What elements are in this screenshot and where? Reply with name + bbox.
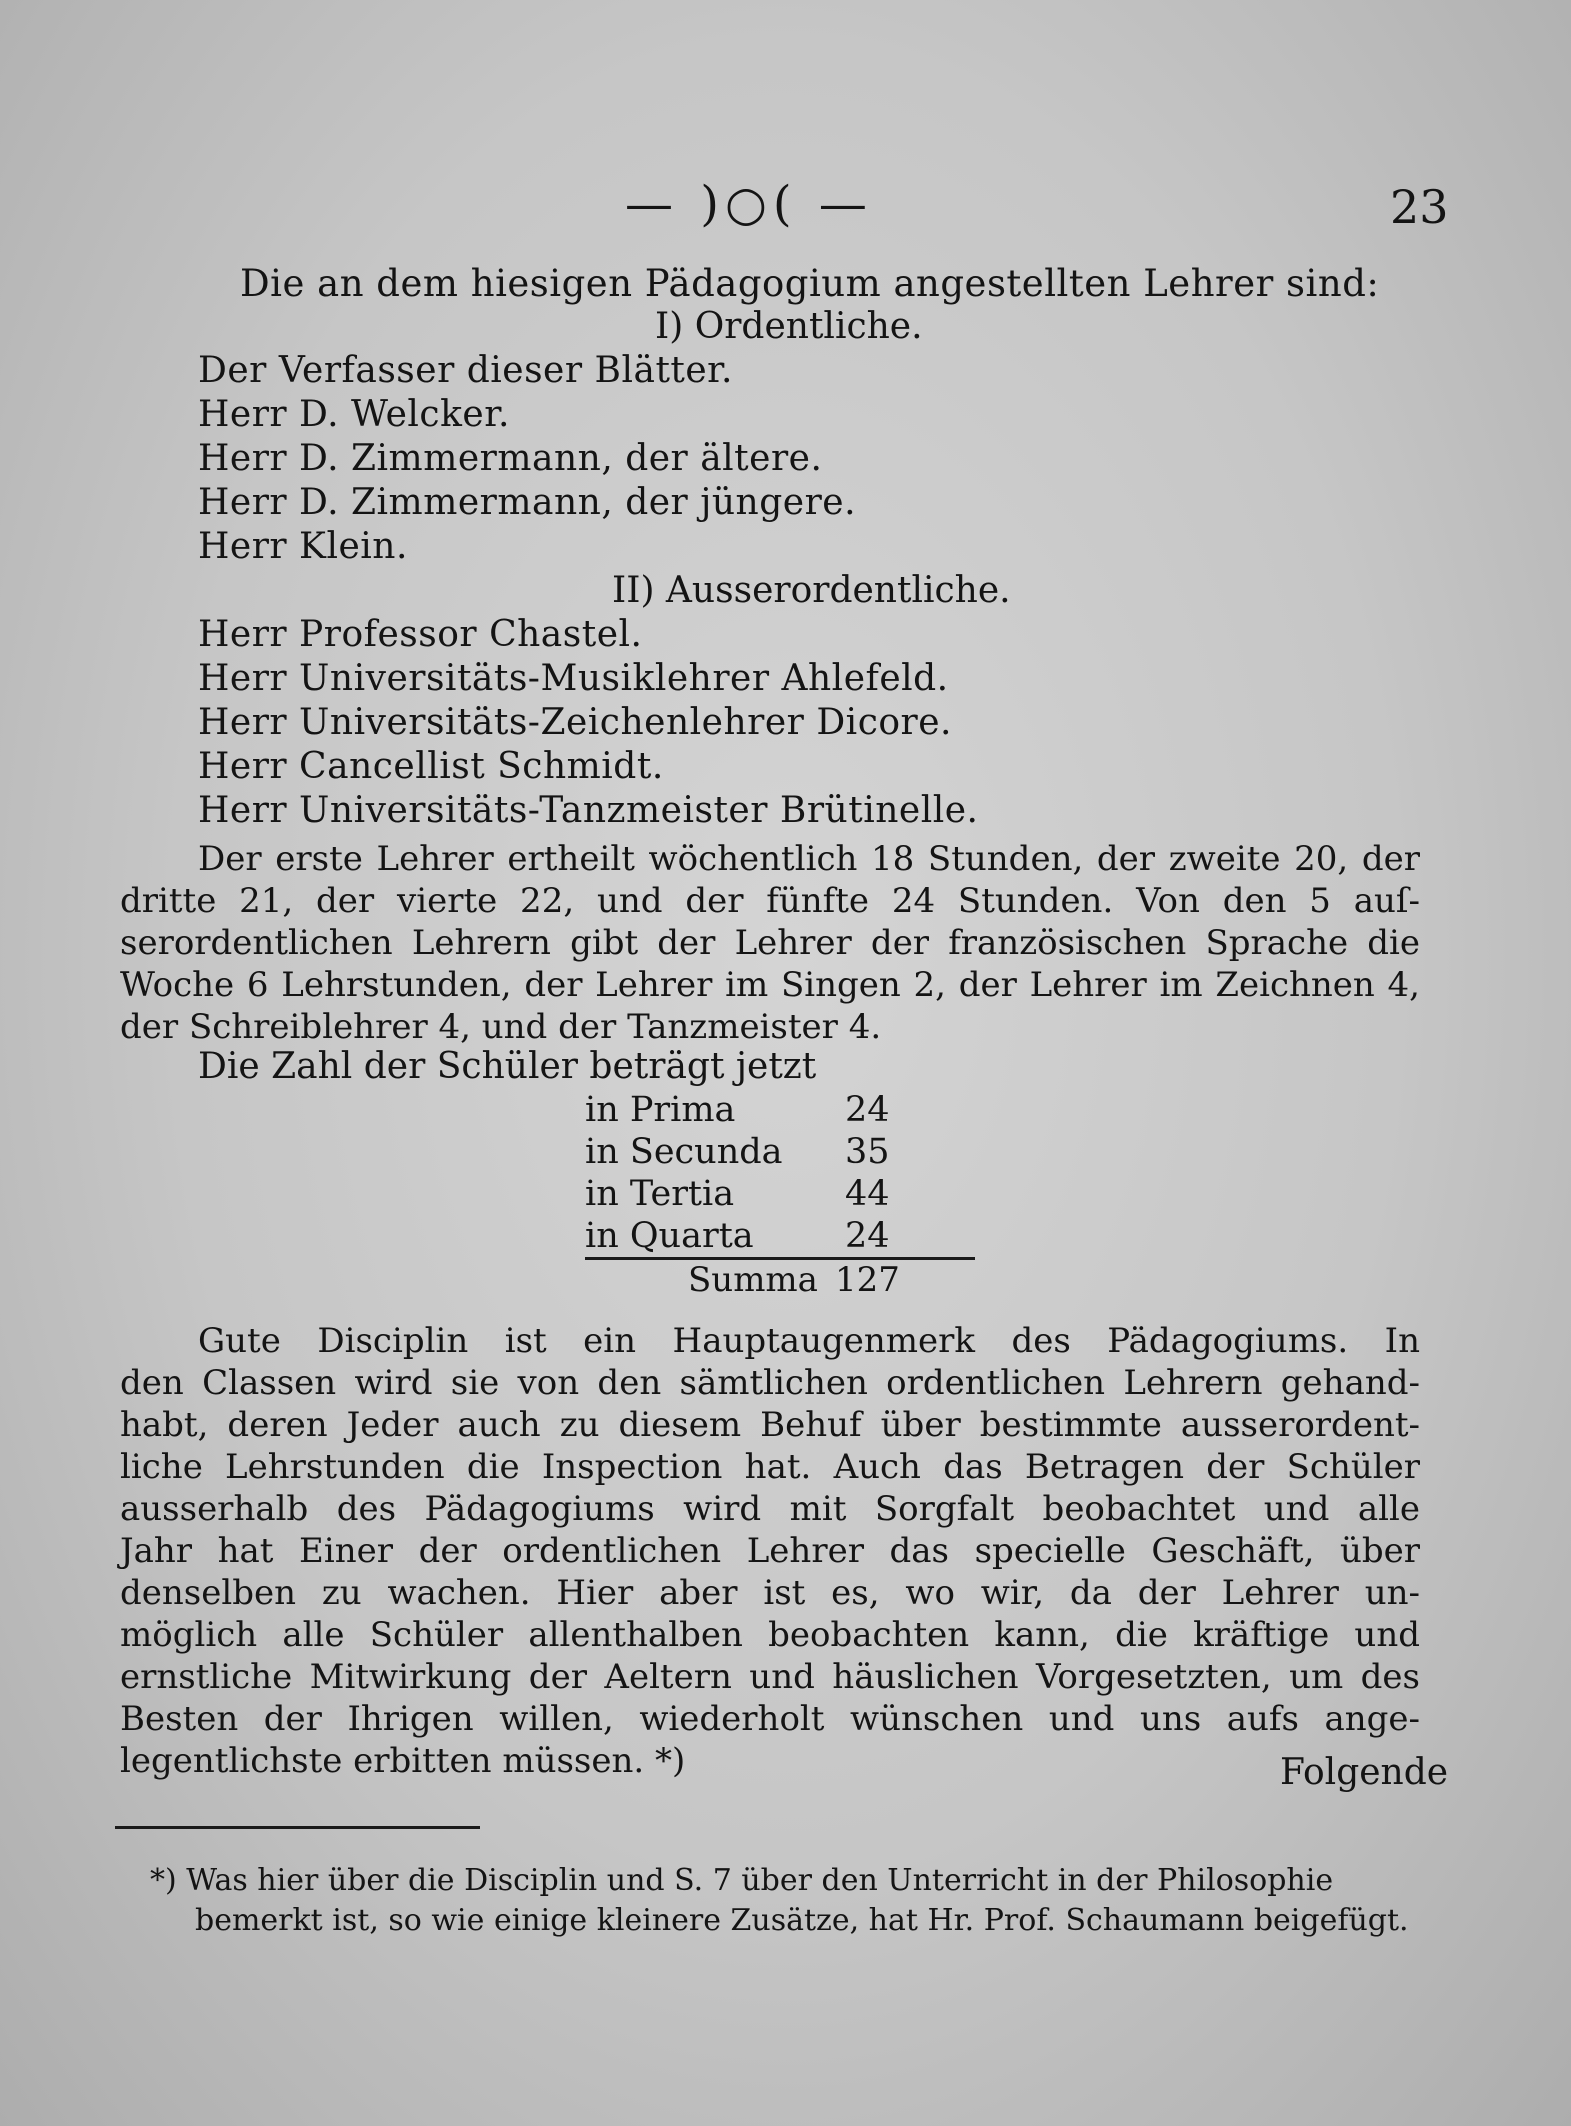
- class-name: in Tertia: [585, 1174, 735, 1214]
- footnote-line: *) Was hier über die Disciplin und S. 7 über den Unterricht in der Philosophie: [150, 1863, 1334, 1898]
- teacher-line: Der Verfasser dieser Blätter.: [198, 350, 733, 391]
- class-name: in Quarta: [585, 1216, 754, 1256]
- students-intro: Die Zahl der Schüler beträgt jetzt: [198, 1046, 817, 1087]
- paragraph-line: den Classen wird sie von den sämtlichen ordentlichen Lehrern gehand-: [120, 1363, 1420, 1403]
- summa-label: Summa: [688, 1260, 818, 1300]
- teacher-line: Herr Universitäts-Musiklehrer Ahlefeld.: [198, 658, 949, 699]
- paragraph-line: ernstliche Mitwirkung der Aeltern und häuslichen Vorgesetzten, um des: [120, 1657, 1420, 1697]
- teacher-line: Herr D. Zimmermann, der jüngere.: [198, 482, 857, 523]
- paragraph-line: legentlichste erbitten müssen. *): [120, 1741, 686, 1781]
- teacher-line: Herr Klein.: [198, 526, 408, 567]
- paragraph-line: der Schreiblehrer 4, und der Tanzmeister 4.: [120, 1007, 882, 1047]
- teacher-line: Herr D. Welcker.: [198, 394, 510, 435]
- teacher-line: Herr Universitäts-Zeichenlehrer Dicore.: [198, 702, 952, 743]
- intro-line: Die an dem hiesigen Pädagogium angestellten Lehrer sind:: [240, 262, 1380, 305]
- class-count: 44: [845, 1174, 890, 1214]
- teacher-line: Herr Universitäts-Tanzmeister Brütinelle.: [198, 790, 979, 831]
- paragraph-line: serordentlichen Lehrern gibt der Lehrer der französischen Sprache die: [120, 923, 1420, 963]
- paragraph-line: Woche 6 Lehrstunden, der Lehrer im Singen 2, der Lehrer im Zeichnen 4,: [120, 965, 1420, 1005]
- teacher-line: Herr D. Zimmermann, der ältere.: [198, 438, 823, 479]
- teacher-line: Herr Professor Chastel.: [198, 614, 643, 655]
- class-name: in Secunda: [585, 1132, 783, 1172]
- paragraph-line: denselben zu wachen. Hier aber ist es, wo wir, da der Lehrer un-: [120, 1573, 1420, 1613]
- section-heading-ordinary: I) Ordentliche.: [655, 306, 923, 347]
- teacher-line: Herr Cancellist Schmidt.: [198, 746, 664, 787]
- header-ornament: — )○( —: [625, 176, 873, 232]
- paragraph-line: Besten der Ihrigen willen, wiederholt wünschen und uns aufs ange-: [120, 1699, 1420, 1739]
- paragraph-line: möglich alle Schüler allenthalben beobachten kann, die kräftige und: [120, 1615, 1420, 1655]
- paragraph-line: Der erste Lehrer ertheilt wöchentlich 18 Stunden, der zweite 20, der: [198, 839, 1420, 879]
- section-heading-extraordinary: II) Ausserordentliche.: [612, 570, 1011, 611]
- paragraph-line: dritte 21, der vierte 22, und der fünfte 24 Stunden. Von den 5 auſ-: [120, 881, 1420, 921]
- paragraph-hours: [120, 838, 1420, 1048]
- paragraph-discipline: [120, 1320, 1420, 1782]
- footnote-line: bemerkt ist, so wie einige kleinere Zusätze, hat Hr. Prof. Schaumann beigefügt.: [195, 1903, 1409, 1938]
- paragraph-line: Jahr hat Einer der ordentlichen Lehrer das specielle Geschäft, über: [120, 1531, 1420, 1571]
- footnote-rule: [115, 1826, 480, 1829]
- paragraph-line: liche Lehrstunden die Inspection hat. Auch das Betragen der Schüler: [120, 1447, 1420, 1487]
- class-name: in Prima: [585, 1090, 736, 1130]
- page-number: 23: [1390, 180, 1449, 234]
- catchword: Folgende: [1280, 1752, 1449, 1793]
- summa-value: 127: [835, 1260, 900, 1300]
- paragraph-line: Gute Disciplin ist ein Hauptaugenmerk des Pädagogiums. In: [198, 1321, 1420, 1361]
- class-count: 35: [845, 1132, 890, 1172]
- paragraph-line: ausserhalb des Pädagogiums wird mit Sorgfalt beobachtet und alle: [120, 1489, 1420, 1529]
- paragraph-line: habt, deren Jeder auch zu diesem Behuf über bestimmte ausserordent-: [120, 1405, 1420, 1445]
- class-count: 24: [845, 1216, 890, 1256]
- class-count: 24: [845, 1090, 890, 1130]
